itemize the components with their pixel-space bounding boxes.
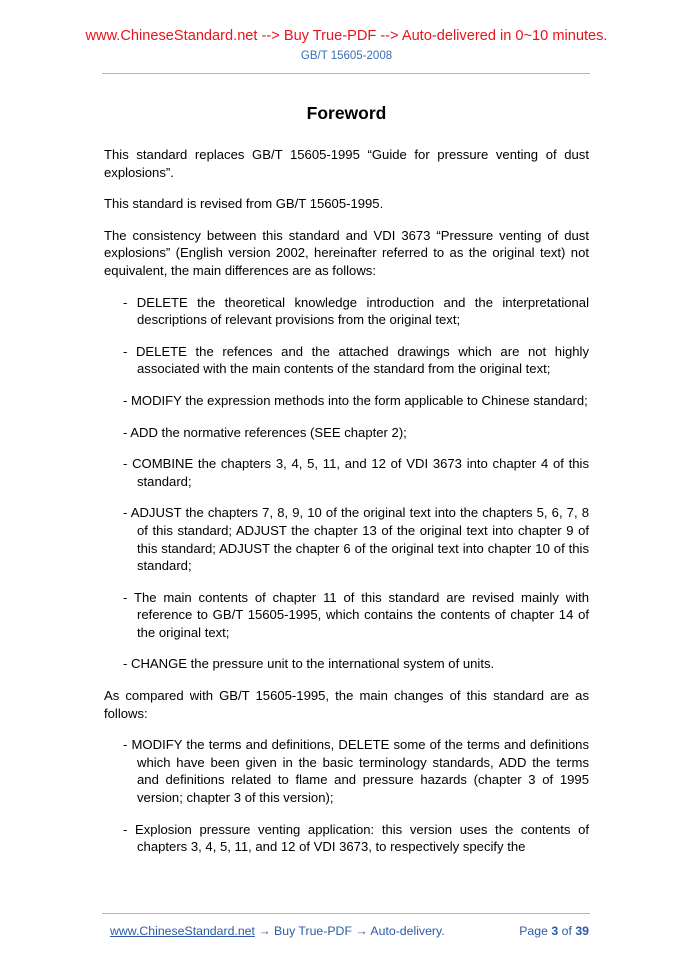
difference-item: - DELETE the theoretical knowledge introduction and the interpretational descriptions of relevant provisions from the original text; (123, 294, 589, 328)
document-body (104, 146, 589, 856)
page-of: of (558, 924, 576, 938)
paragraph-revised: This standard is revised from GB/T 15605-1995. (104, 196, 384, 212)
header-divider (102, 73, 590, 74)
difference-item: - MODIFY the expression methods into the form applicable to Chinese standard; (123, 392, 588, 408)
page-label: Page (519, 924, 552, 938)
paragraph-replaces: This standard replaces GB/T 15605-1995 “Guide for pressure venting of dust explosions”. (104, 147, 589, 180)
difference-item: - COMBINE the chapters 3, 4, 5, 11, and 12 of VDI 3673 into chapter 4 of this standard; (123, 456, 589, 489)
footer-promo (110, 924, 445, 938)
difference-item: - The main contents of chapter 11 of this standard are revised mainly with reference to GB/T 15605-1995, which contains the contents of chapter 14 of the original text; (123, 589, 589, 640)
change-item: - Explosion pressure venting application: this version uses the contents of chapters 3, 4, 5, 11, and 12 of VDI 3673, to respectively specify the (123, 821, 589, 855)
header-banner[interactable]: www.ChineseStandard.net --> Buy True-PDF --> Auto-delivered in 0~10 minutes. (85, 28, 608, 44)
page-title: Foreword (306, 103, 387, 123)
difference-item: - ADD the normative references (SEE chapter 2); (123, 424, 407, 440)
difference-item: - ADJUST the chapters 7, 8, 9, 10 of the original text into the chapters 5, 6, 7, 8 of this standard; ADJUST the chapter 13 of the original text into chapter 9 of this standard; ADJUST the chapter 6 of the original text into chapter 10 of this standard; (123, 505, 589, 574)
page-indicator (519, 924, 589, 938)
difference-item: - CHANGE the pressure unit to the international system of units. (123, 656, 495, 672)
header-standard-number: GB/T 15605-2008 (300, 50, 393, 62)
footer-divider (102, 913, 590, 914)
footer-site-link[interactable]: www.ChineseStandard.net (110, 924, 255, 938)
page-number: 3 (551, 924, 559, 938)
difference-item: - DELETE the refences and the attached drawings which are not highly associated with the main contents of the standard from the original text; (123, 343, 589, 377)
footer-promo-tail: → Buy True-PDF → Auto-delivery. (254, 924, 445, 938)
paragraph-consistency: The consistency between this standard and VDI 3673 “Pressure venting of dust explosions” (English version 2002, hereinafter referred to as the original text) not equivalent, the main differences are as follows: (104, 227, 589, 278)
paragraph-main-changes: As compared with GB/T 15605-1995, the main changes of this standard are as follows: (104, 688, 589, 721)
change-item: - MODIFY the terms and definitions, DELETE some of the terms and definitions which have been given in the basic terminology standards, ADD the terms and definitions related to flame and pressure hazards (chapter 3 of 1995 version; chapter 3 of this version); (123, 737, 589, 806)
page-total: 39 (575, 924, 589, 938)
